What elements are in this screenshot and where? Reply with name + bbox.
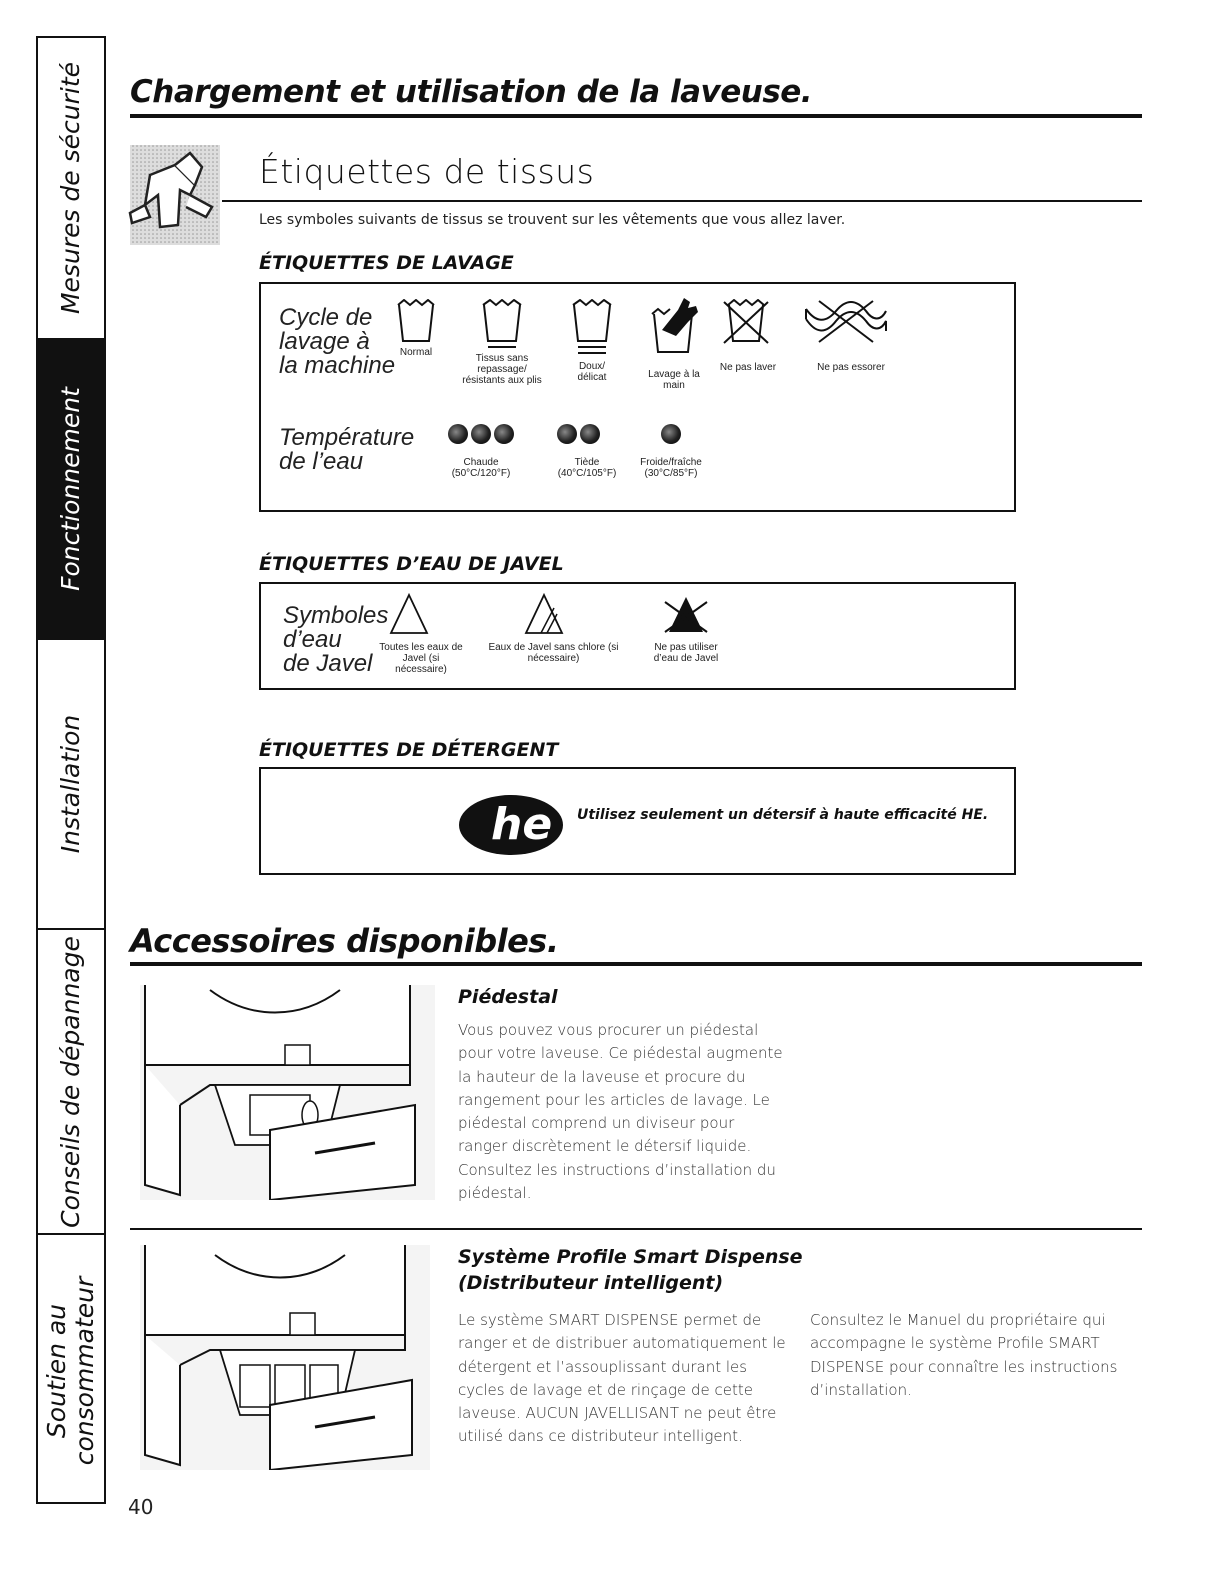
permanent-press-wash-icon — [481, 299, 523, 351]
label-line: la machine — [279, 352, 396, 379]
pedestal-illustration — [140, 985, 435, 1200]
temp-name: Froide/fraîche — [640, 457, 702, 468]
label-line: de Javel — [283, 650, 373, 677]
wash-caption: Doux/ délicat — [577, 361, 607, 383]
tab-mesures-de-securite[interactable] — [38, 38, 104, 340]
tab-label: Installation — [56, 714, 85, 854]
normal-wash-icon — [396, 299, 436, 344]
title-line: (Distributeur intelligent) — [458, 1272, 724, 1294]
bleach-labels-box — [259, 582, 1016, 690]
accessories-title: Accessoires disponibles. — [130, 922, 559, 960]
pedestal-body: Vous pouvez vous procurer un piédestal pour votre laveuse. Ce piédestal augmente la hauteur de la laveuse et procure du rangement pour les articles de lavage. Le piédestal comprend un diviseur pour ranger discrètement le détersif liquide. Consultez les instructions d’installation du piédestal. — [458, 1021, 783, 1203]
label-line: Symboles — [283, 602, 389, 629]
fabric-rule — [222, 200, 1142, 202]
fabric-labels-title: Étiquettes de tissus — [259, 152, 595, 191]
smart-dispense-body-right: Consultez le Manuel du propriétaire qui accompagne le système Profile SMART DISPENSE pour connaître les instructions d’installation. — [810, 1311, 1118, 1399]
detergent-labels-box — [259, 767, 1016, 875]
title-line: Système Profile Smart Dispense — [458, 1246, 803, 1268]
section-title: Chargement et utilisation de la laveuse. — [130, 74, 813, 110]
temperature-dot — [580, 424, 600, 444]
label-line: Cycle de — [279, 304, 373, 331]
wash-caption: Ne pas essorer — [817, 362, 885, 373]
temp-caption — [436, 457, 526, 479]
smart-dispense-illustration — [140, 1245, 430, 1470]
temp-range: (40°C/105°F) — [557, 468, 617, 479]
temperature-label — [279, 426, 414, 474]
shirt-label-icon — [120, 145, 220, 245]
do-not-wring-icon — [801, 299, 891, 344]
page-number: 40 — [128, 1495, 154, 1519]
label-line: d’eau — [283, 626, 342, 653]
label-line: lavage à — [279, 328, 370, 355]
bleach-labels-heading: ÉTIQUETTES D’EAU DE JAVEL — [259, 553, 564, 575]
wash-labels-heading: ÉTIQUETTES DE LAVAGE — [259, 252, 514, 274]
he-logo — [456, 789, 566, 861]
bleach-caption: Ne pas utiliser d’eau de Javel — [653, 642, 719, 664]
side-nav — [36, 36, 106, 1504]
he-logo-text: he — [491, 799, 553, 850]
smart-dispense-body: Le système SMART DISPENSE permet de ranger et de distribuer automatiquement le détergent et l’assouplissant durant les cycles de lavage et de rinçage de cette laveuse. AUCUN JAVELLISANT ne peut être utilisé dans ce distributeur intelligent. — [458, 1311, 786, 1446]
tab-installation[interactable] — [38, 640, 104, 930]
temperature-dot — [448, 424, 468, 444]
temp-name: Tiède — [574, 457, 600, 468]
hand-wash-icon — [648, 296, 700, 356]
temp-range: (30°C/85°F) — [644, 468, 698, 479]
temperature-dot — [471, 424, 491, 444]
bleach-label — [283, 604, 388, 676]
non-chlorine-bleach-icon — [524, 592, 564, 636]
temp-name: Chaude — [463, 457, 499, 468]
pedestal-title: Piédestal — [458, 986, 558, 1008]
tab-label: Soutien au consommateur — [42, 1276, 99, 1465]
label-line: de l’eau — [279, 448, 364, 475]
temp-caption — [631, 457, 711, 479]
temp-caption — [547, 457, 627, 479]
tab-label: Fonctionnement — [56, 387, 85, 591]
wash-caption: Ne pas laver — [719, 362, 777, 373]
bleach-caption: Eaux de Javel sans chlore (si nécessaire) — [488, 642, 619, 664]
title-rule — [130, 114, 1142, 118]
detergent-text: Utilisez seulement un détersif à haute efficacité HE. — [577, 807, 989, 823]
wash-caption: Lavage à la main — [648, 369, 700, 391]
tab-label: Mesures de sécurité — [56, 61, 85, 315]
any-bleach-icon — [389, 592, 429, 636]
tab-soutien-au-consommateur[interactable] — [38, 1235, 104, 1506]
no-bleach-icon — [661, 594, 711, 634]
delicate-wash-icon — [571, 299, 613, 359]
bleach-caption: Toutes les eaux de Javel (si nécessaire) — [379, 642, 463, 675]
tab-label: Conseils de dépannage — [56, 935, 85, 1228]
label-line: Température — [279, 424, 415, 451]
tab-fonctionnement[interactable] — [38, 340, 104, 640]
wash-cycle-label — [279, 306, 395, 378]
smart-dispense-title — [458, 1244, 803, 1296]
section-divider — [130, 1228, 1142, 1230]
wash-caption: Tissus sans repassage/ résistants aux plis — [462, 353, 542, 386]
do-not-wash-icon — [721, 299, 771, 344]
detergent-labels-heading: ÉTIQUETTES DE DÉTERGENT — [259, 739, 559, 761]
temperature-dot — [557, 424, 577, 444]
wash-labels-box — [259, 282, 1016, 512]
temp-range: (50°C/120°F) — [451, 468, 511, 479]
temperature-dot — [494, 424, 514, 444]
title-rule — [130, 962, 1142, 966]
fabric-intro: Les symboles suivants de tissus se trouvent sur les vêtements que vous allez laver. — [259, 212, 846, 228]
wash-caption: Normal — [399, 347, 433, 358]
tab-conseils-de-depannage[interactable] — [38, 930, 104, 1235]
temperature-dot — [661, 424, 681, 444]
